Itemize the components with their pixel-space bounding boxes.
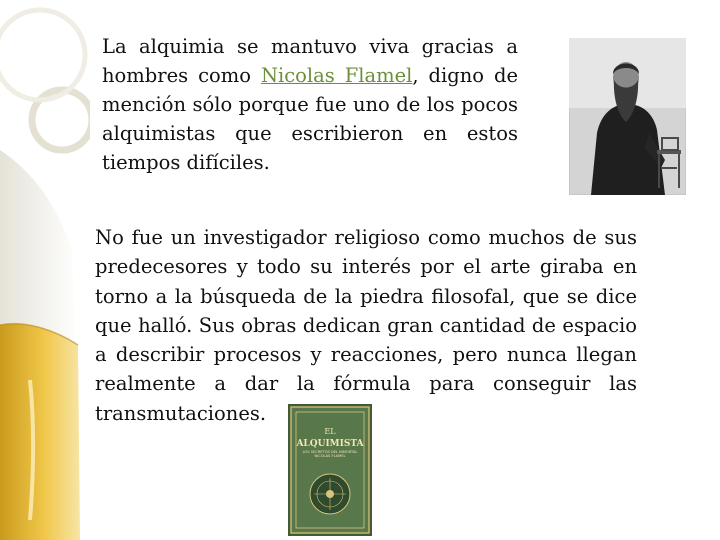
book-title-line1: EL <box>324 427 336 436</box>
flask-liquid <box>0 324 80 540</box>
book-cover-image <box>288 404 372 536</box>
intro-text-start: La alquimia se mantuvo viva gracias a hombres como <box>102 35 518 87</box>
book-subtitle: LOS SECRETOS DEL INMORTAL NICOLAS FLAMEL <box>302 450 358 459</box>
intro-text-end: , digno de mención sólo porque fue uno de los pocos alquimistas que escribieron en estos tiempos difíciles. <box>102 64 518 174</box>
nicolas-flamel-link[interactable]: Nicolas Flamel <box>260 64 413 87</box>
book-title-line2: ALQUIMISTA <box>296 439 364 449</box>
intro-paragraph <box>102 32 518 177</box>
main-paragraph: No fue un investigador religioso como muchos de sus predecesores y todo su interés por el arte giraba en torno a la búsqueda de la piedra filosofal, que se dice que halló. Sus obras dedican gran cantidad de espacio a describir procesos y reacciones, pero nunca llegan realmente a dar la fórmula para conseguir las transmutaciones. <box>95 226 637 425</box>
nicolas-flamel-portrait <box>569 38 686 195</box>
flask-decoration <box>0 0 90 540</box>
